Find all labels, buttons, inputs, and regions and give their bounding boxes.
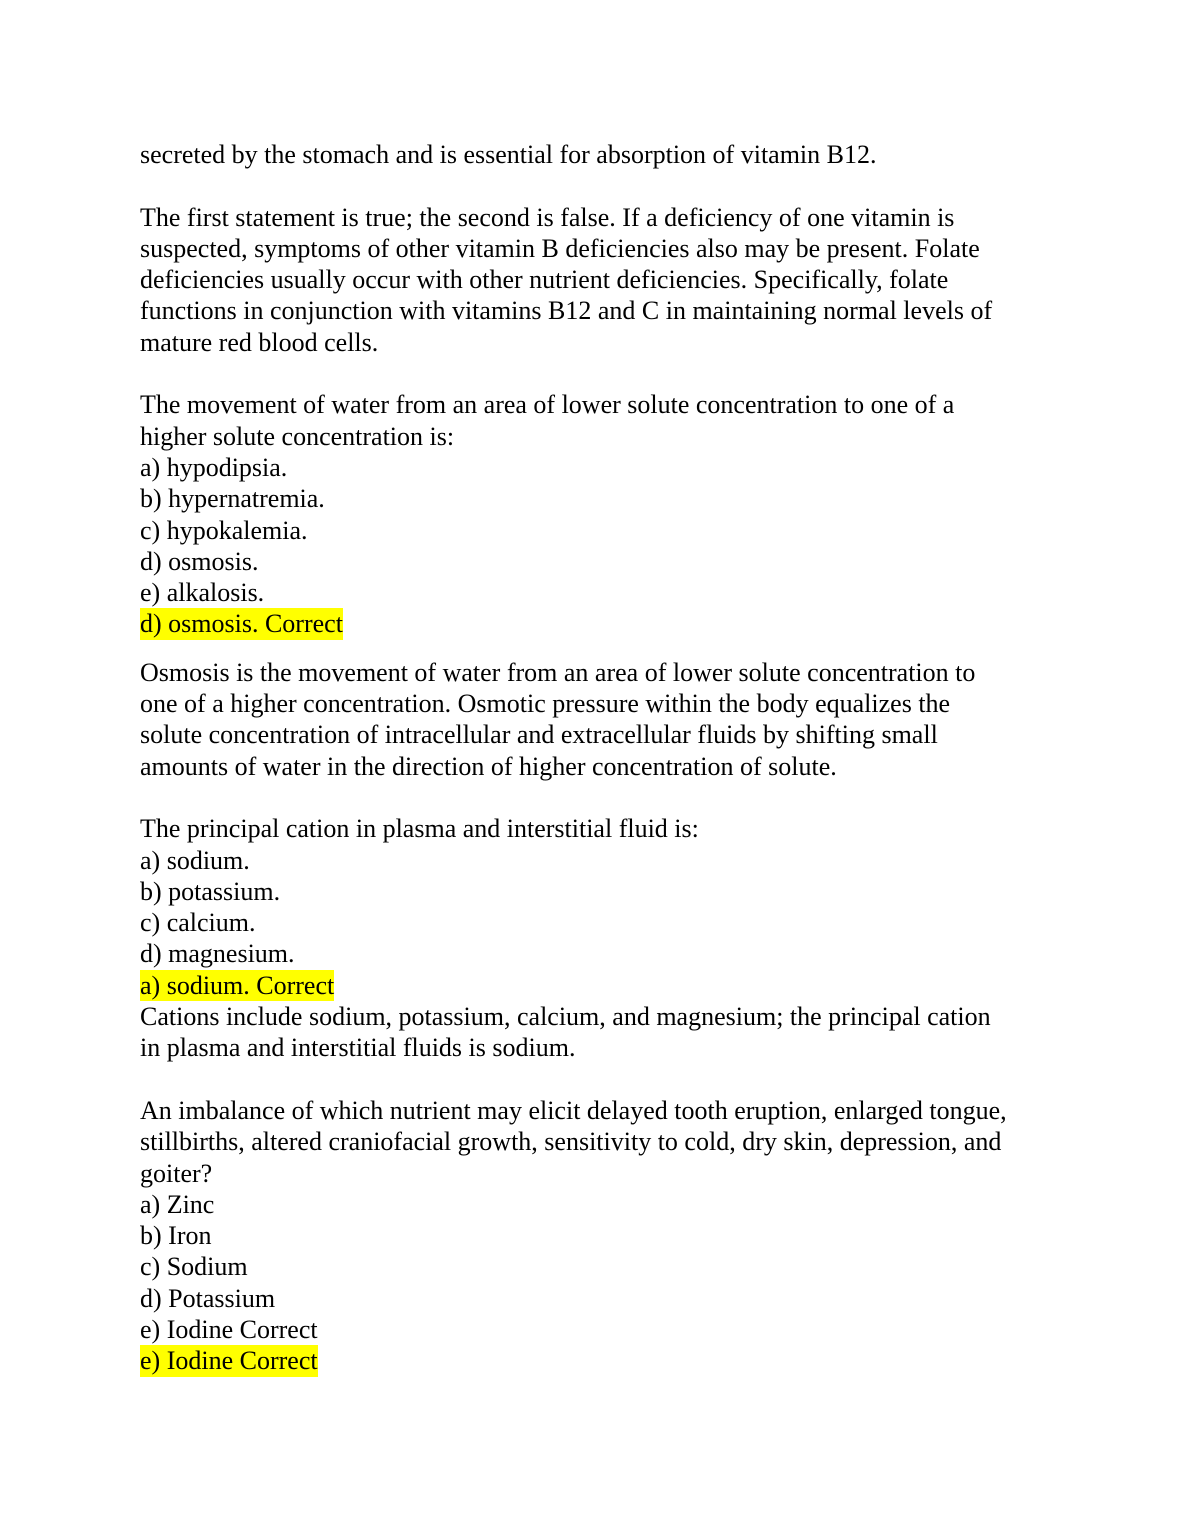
explanation-line: in plasma and interstitial fluids is sodium. [140, 1033, 576, 1063]
explanation-line: mature red blood cells. [140, 327, 379, 357]
option-e: e) Iodine Correct [140, 1314, 318, 1344]
question-text: goiter? [140, 1158, 213, 1188]
question-iodine [140, 1095, 1060, 1377]
option-a: a) Zinc [140, 1189, 215, 1219]
correct-answer-highlight: d) osmosis. Correct [140, 609, 343, 639]
explanation-line: The first statement is true; the second is false. If a deficiency of one vitamin is [140, 202, 955, 232]
question-text: An imbalance of which nutrient may elicit delayed tooth eruption, enlarged tongue, [140, 1095, 1007, 1125]
correct-answer-highlight: e) Iodine Correct [140, 1346, 318, 1376]
vitamin-explanation [140, 202, 1060, 358]
question-osmosis [140, 389, 1060, 639]
option-c: c) Sodium [140, 1252, 248, 1282]
option-e: e) alkalosis. [140, 578, 265, 608]
paragraph-gap [140, 782, 1060, 813]
correct-answer-highlight: a) sodium. Correct [140, 970, 335, 1000]
question-text: higher solute concentration is: [140, 421, 455, 451]
document-page [140, 139, 1060, 1377]
option-a: a) sodium. [140, 845, 250, 875]
question-text: The principal cation in plasma and interstitial fluid is: [140, 814, 699, 844]
option-b: b) Iron [140, 1221, 212, 1251]
option-b: b) potassium. [140, 876, 281, 906]
explanation-line: amounts of water in the direction of higher concentration of solute. [140, 751, 837, 781]
explanation-line: one of a higher concentration. Osmotic pressure within the body equalizes the [140, 689, 951, 719]
paragraph-gap [140, 358, 1060, 389]
paragraph-gap [140, 170, 1060, 201]
option-d: d) Potassium [140, 1283, 276, 1313]
option-a: a) hypodipsia. [140, 452, 288, 482]
explanation-line: Osmosis is the movement of water from an area of lower solute concentration to [140, 657, 976, 687]
option-b: b) hypernatremia. [140, 484, 325, 514]
option-c: c) calcium. [140, 908, 256, 938]
osmosis-explanation [140, 657, 1060, 782]
option-c: c) hypokalemia. [140, 515, 308, 545]
explanation-line: suspected, symptoms of other vitamin B deficiencies also may be present. Folate [140, 233, 980, 263]
intro-text: secreted by the stomach and is essential for absorption of vitamin B12. [140, 140, 877, 169]
question-text: The movement of water from an area of lower solute concentration to one of a [140, 390, 955, 420]
explanation-line: functions in conjunction with vitamins B12 and C in maintaining normal levels of [140, 296, 993, 326]
question-cation [140, 813, 1060, 1063]
explanation-line: Cations include sodium, potassium, calcium, and magnesium; the principal cation [140, 1002, 991, 1032]
paragraph-gap [140, 1064, 1060, 1095]
option-d: d) osmosis. [140, 546, 259, 576]
explanation-line: solute concentration of intracellular and extracellular fluids by shifting small [140, 720, 938, 750]
option-d: d) magnesium. [140, 939, 295, 969]
question-text: stillbirths, altered craniofacial growth, sensitivity to cold, dry skin, depression, and [140, 1127, 1002, 1157]
paragraph-gap [140, 640, 1060, 657]
explanation-line: deficiencies usually occur with other nutrient deficiencies. Specifically, folate [140, 265, 949, 295]
